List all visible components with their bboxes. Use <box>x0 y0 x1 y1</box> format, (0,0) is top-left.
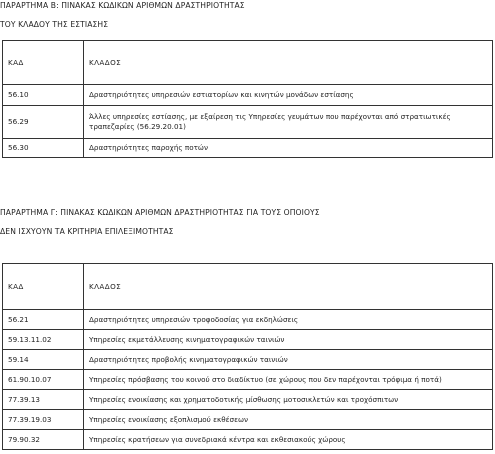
row-desc: Υπηρεσίες εκμετάλλευσης κινηματογραφικών ταινιών <box>84 330 493 350</box>
header-kad: ΚΑΔ <box>3 264 84 310</box>
header-sector: ΚΛΑΔΟΣ <box>84 41 493 85</box>
row-kad: 56.21 <box>3 310 84 330</box>
annex-c-title: ΠΑΡΑΡΤΗΜΑ Γ: ΠΙΝΑΚΑΣ ΚΩΔΙΚΩΝ ΑΡΙΘΜΩΝ ΔΡΑΣΤΗΡΙΟΤΗΤΑΣ ΓΙΑ ΤΟΥΣ ΟΠΟΙΟΥΣ <box>0 208 320 217</box>
table-row <box>3 310 493 330</box>
row-desc: Δραστηριότητες προβολής κινηματογραφικών ταινιών <box>84 350 493 370</box>
row-kad: 59.14 <box>3 350 84 370</box>
table-header-row <box>3 41 493 85</box>
row-desc: Υπηρεσίες ενοικίασης εξοπλισμού εκθέσεων <box>84 410 493 430</box>
annex-b-title: ΠΑΡΑΡΤΗΜΑ Β: ΠΙΝΑΚΑΣ ΚΩΔΙΚΩΝ ΑΡΙΘΜΩΝ ΔΡΑΣΤΗΡΙΟΤΗΤΑΣ <box>0 1 245 10</box>
table-row <box>3 390 493 410</box>
row-kad: 56.10 <box>3 85 84 106</box>
header-sector: ΚΛΑΔΟΣ <box>84 264 493 310</box>
row-kad: 59.13.11.02 <box>3 330 84 350</box>
row-desc: Υπηρεσίες πρόσβασης του κοινού στο διαδίκτυο (σε χώρους που δεν παρέχονται τρόφιμα ή ποτά) <box>84 370 493 390</box>
header-kad: ΚΑΔ <box>3 41 84 85</box>
table-row <box>3 410 493 430</box>
row-desc: Άλλες υπηρεσίες εστίασης, με εξαίρεση τις Υπηρεσίες γευμάτων που παρέχονται από στρατιωτικές τραπεζαρίες (56.29.20.01) <box>84 106 493 139</box>
row-kad: 77.39.13 <box>3 390 84 410</box>
table-row <box>3 139 493 158</box>
annex-c-subtitle: ΔΕΝ ΙΣΧΥΟΥΝ ΤΑ ΚΡΙΤΗΡΙΑ ΕΠΙΛΕΞΙΜΟΤΗΤΑΣ <box>0 227 174 236</box>
row-desc: Δραστηριότητες παροχής ποτών <box>84 139 493 158</box>
row-desc: Δραστηριότητες υπηρεσιών τροφοδοσίας για εκδηλώσεις <box>84 310 493 330</box>
row-kad: 79.90.32 <box>3 430 84 450</box>
row-desc: Υπηρεσίες ενοικίασης και χρηματοδοτικής μίσθωσης μοτοσικλετών και τροχόσπιτων <box>84 390 493 410</box>
table-header-row <box>3 264 493 310</box>
table-row <box>3 350 493 370</box>
row-desc: Υπηρεσίες κρατήσεων για συνεδριακά κέντρα και εκθεσιακούς χώρους <box>84 430 493 450</box>
table-row <box>3 430 493 450</box>
row-kad: 77.39.19.03 <box>3 410 84 430</box>
row-desc: Δραστηριότητες υπηρεσιών εστιατορίων και κινητών μονάδων εστίασης <box>84 85 493 106</box>
annex-b-subtitle: ΤΟΥ ΚΛΑΔΟΥ ΤΗΣ ΕΣΤΙΑΣΗΣ <box>0 20 109 29</box>
annex-c-table <box>2 263 493 450</box>
row-kad: 56.30 <box>3 139 84 158</box>
table-row <box>3 106 493 139</box>
row-kad: 61.90.10.07 <box>3 370 84 390</box>
table-row <box>3 370 493 390</box>
annex-b-table <box>2 40 493 158</box>
table-row <box>3 85 493 106</box>
row-kad: 56.29 <box>3 106 84 139</box>
table-row <box>3 330 493 350</box>
